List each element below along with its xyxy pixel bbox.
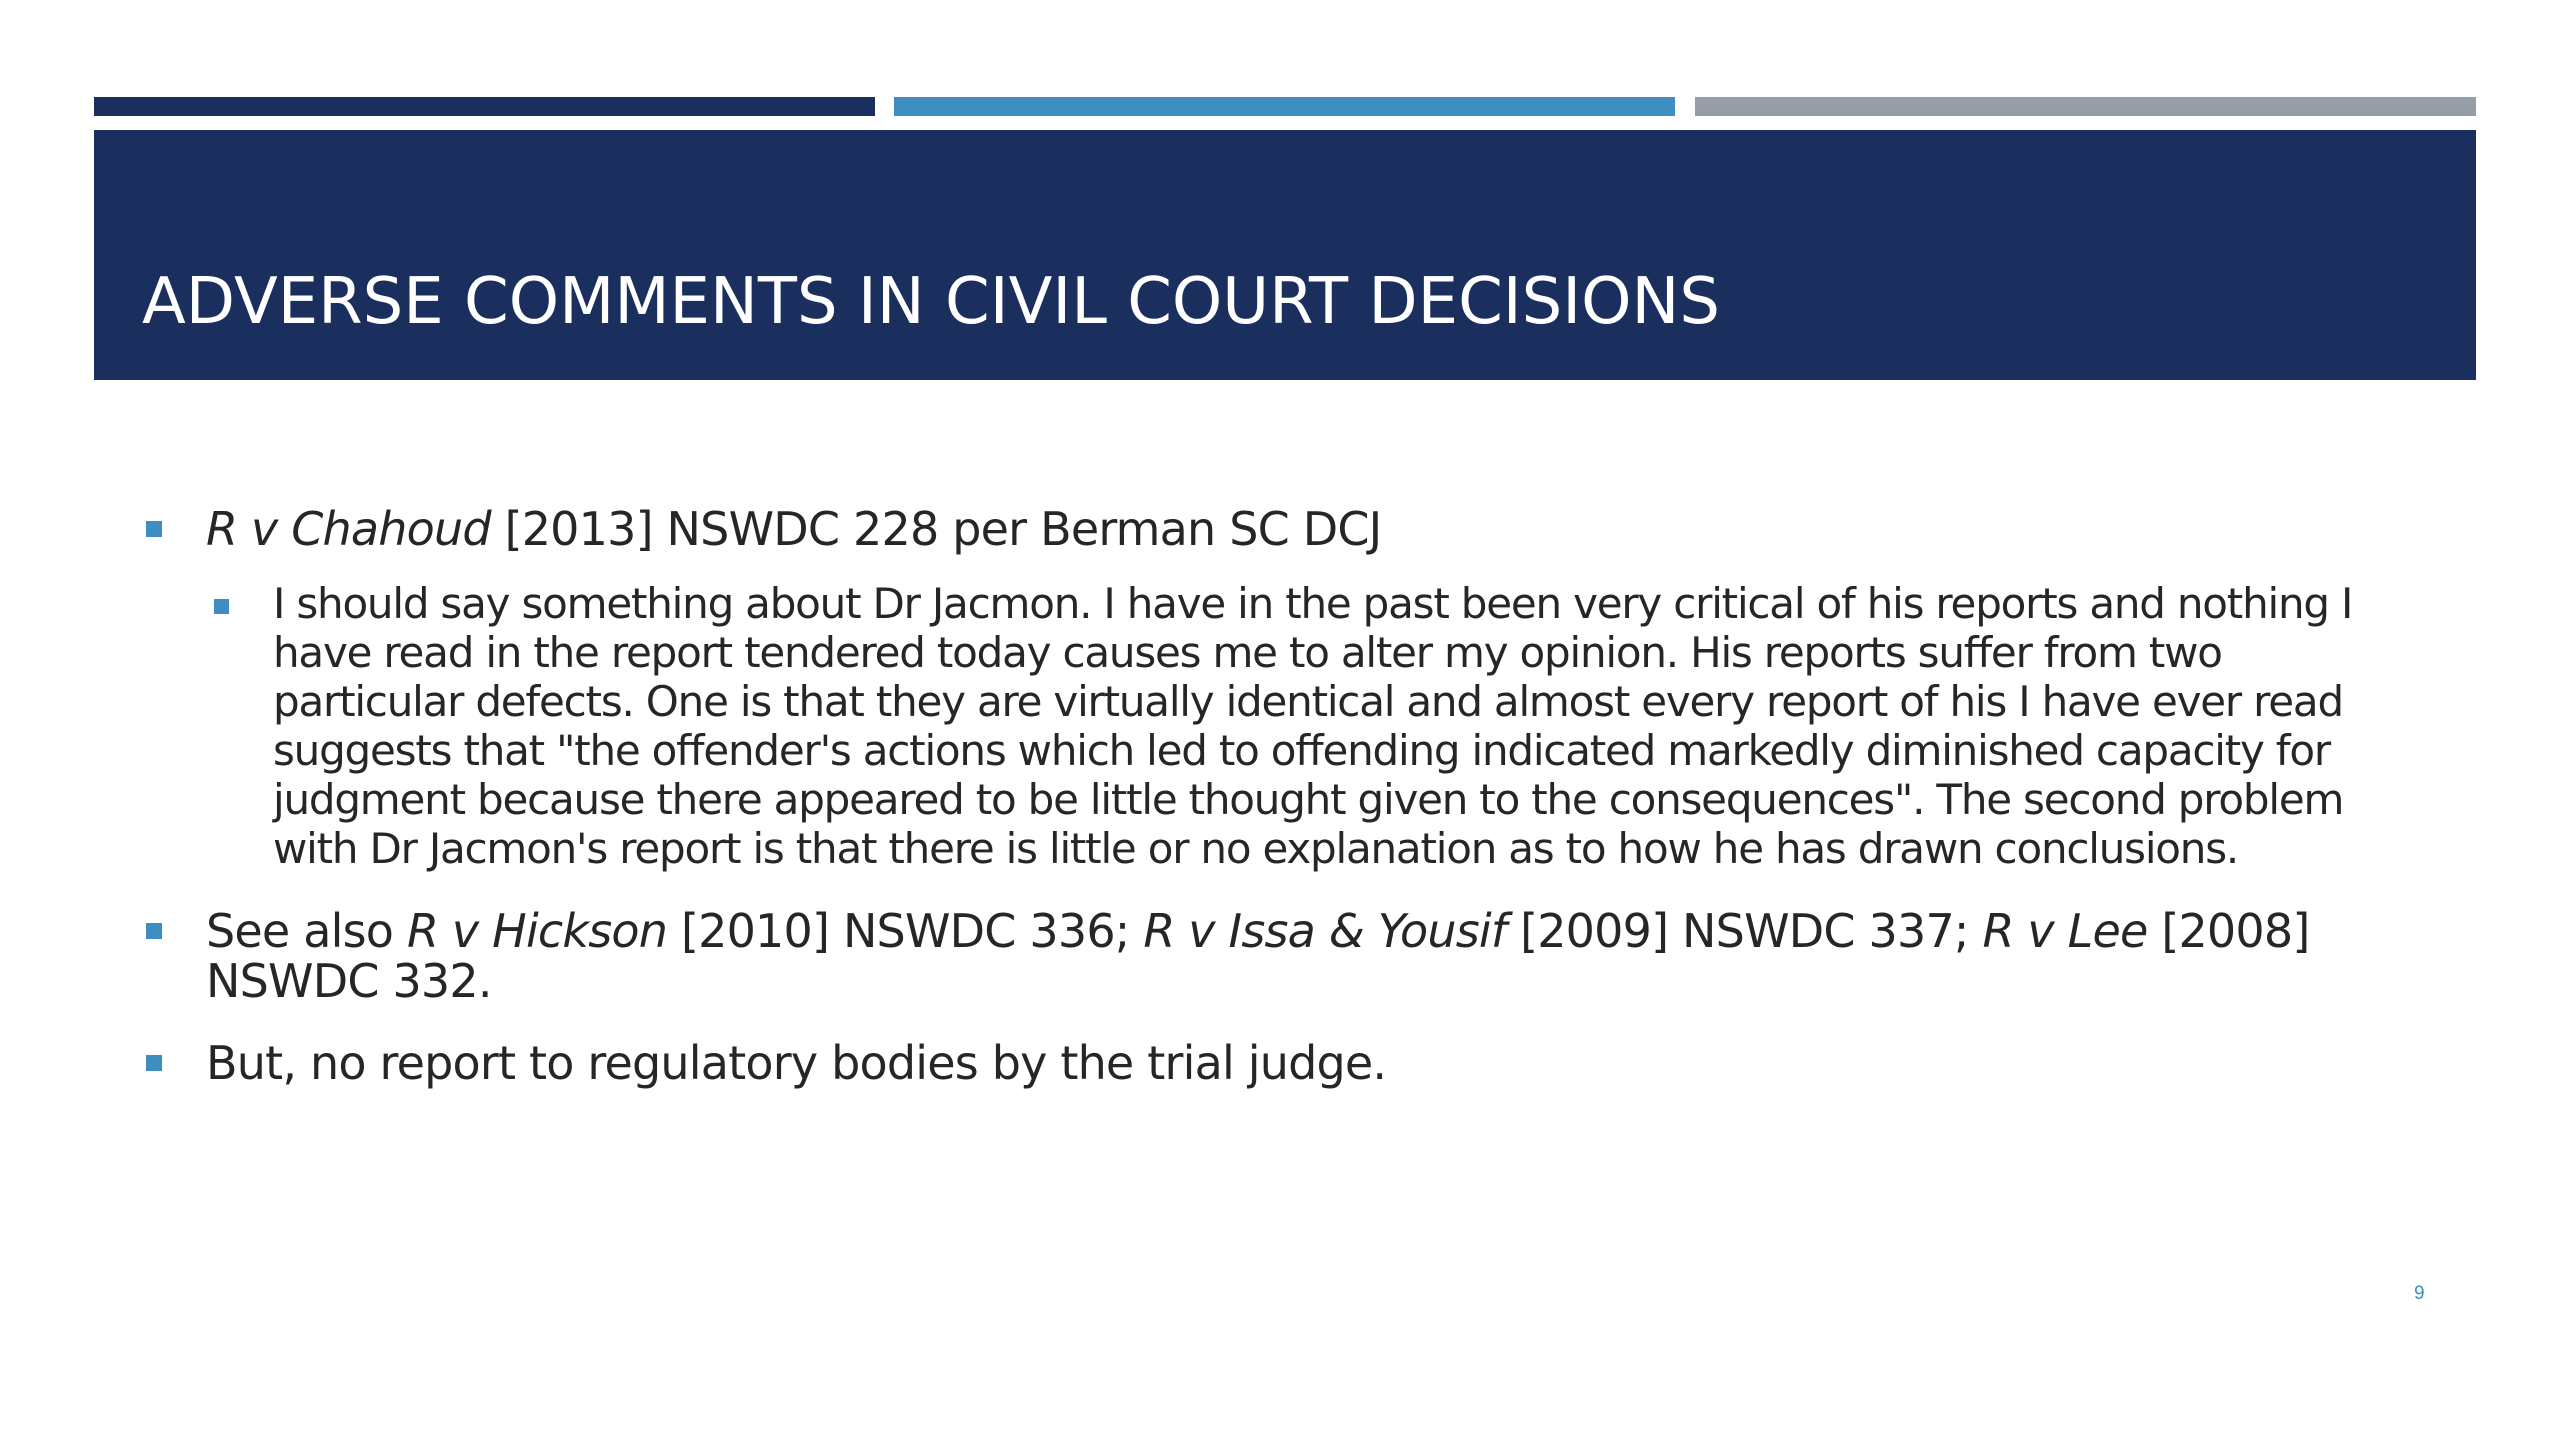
citation: [2009] NSWDC 337; [1506, 904, 1983, 958]
citation: [2013] NSWDC 228 per Berman SC DCJ [490, 502, 1382, 556]
see-also-prefix: See also [206, 904, 407, 958]
bullet-marker [146, 521, 162, 537]
case-name: R v Hickson [406, 904, 668, 958]
quote-line: particular defects. One is that they are virtually identical and almost every report of his I have ever read [273, 677, 2343, 726]
page-number: 9 [2414, 1283, 2425, 1304]
bullet-marker [146, 1055, 162, 1071]
bullet-marker [146, 923, 162, 939]
quote-paragraph [273, 579, 2443, 873]
citation: [2010] NSWDC 336; [667, 904, 1144, 958]
quote-line: with Dr Jacmon's report is that there is little or no explanation as to how he has drawn conclusions. [273, 824, 2239, 873]
bullet-2-continuation: NSWDC 332. [206, 954, 492, 1008]
slide-title: ADVERSE COMMENTS IN CIVIL COURT DECISIONS [142, 265, 1721, 339]
quote-line: judgment because there appeared to be little thought given to the consequences". The second problem [273, 775, 2344, 824]
quote-line: have read in the report tendered today causes me to alter my opinion. His reports suffer from two [273, 628, 2222, 677]
bullet-3-text: But, no report to regulatory bodies by the trial judge. [206, 1036, 1387, 1090]
citation: [2008] [2147, 904, 2310, 958]
case-name: R v Chahoud [206, 502, 491, 556]
case-name: R v Lee [1982, 904, 2148, 958]
bullet-1-text [206, 503, 1381, 555]
quote-line: suggests that "the offender's actions which led to offending indicated markedly diminished capacity for [273, 726, 2330, 775]
sub-bullet-marker [214, 599, 229, 614]
case-name: R v Issa & Yousif [1143, 904, 1507, 958]
bullet-2-text [206, 905, 2309, 957]
quote-line: I should say something about Dr Jacmon. I have in the past been very critical of his reports and nothing I [273, 579, 2353, 628]
